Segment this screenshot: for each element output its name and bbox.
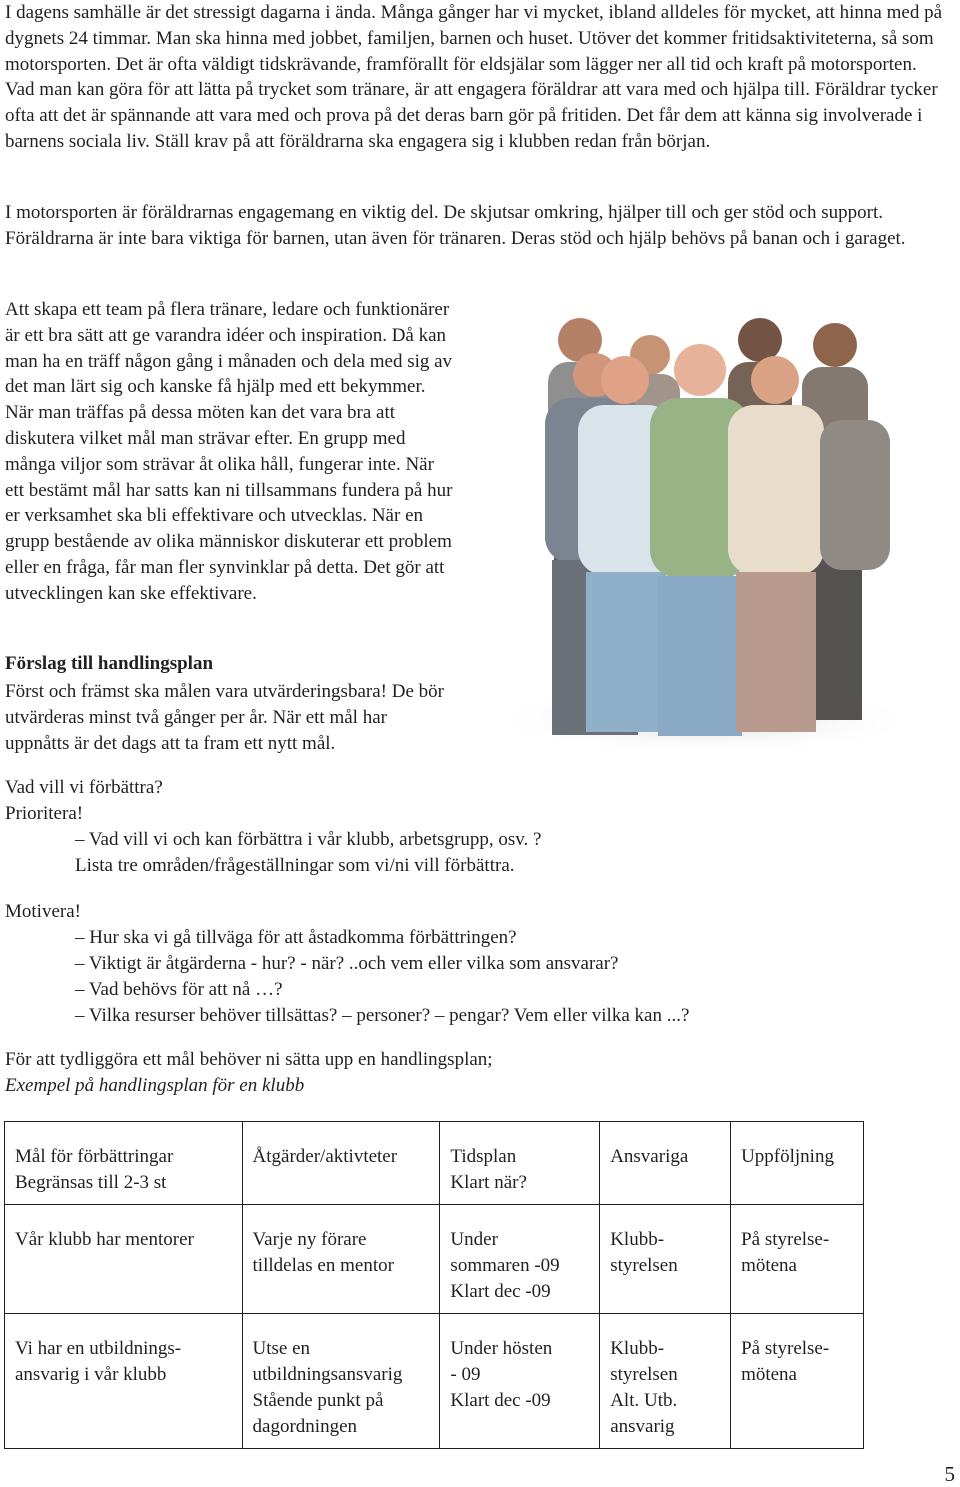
question-improve: Vad vill vi förbättra?	[5, 777, 163, 798]
table-row	[5, 1205, 864, 1314]
cell-text: Vi har en utbildnings-	[15, 1338, 182, 1359]
cell-text: Varje ny förare	[252, 1229, 367, 1250]
cell-text: styrelsen	[610, 1364, 678, 1385]
cell-text: Åtgärder/aktivteter	[252, 1146, 398, 1167]
cell-text: mötena	[741, 1255, 797, 1276]
cell-text: Stående punkt på	[252, 1390, 384, 1411]
cell-text: tilldelas en mentor	[252, 1255, 394, 1276]
cell-text: Utse en	[252, 1338, 311, 1359]
cell-text: Klubb-	[610, 1338, 665, 1359]
cell-text: mötena	[741, 1364, 797, 1385]
cell-text: Begränsas till 2-3 st	[15, 1172, 167, 1193]
table-cell	[600, 1314, 731, 1449]
cell-text: Tidsplan	[450, 1146, 517, 1167]
table-cell	[440, 1314, 600, 1449]
plan-intro: För att tydliggöra ett mål behöver ni sätta upp en handlingsplan;	[5, 1049, 493, 1070]
motivate-item: – Vad behövs för att nå …?	[75, 979, 283, 1000]
cell-text: Ansvariga	[610, 1146, 689, 1167]
cell-text: ansvarig	[610, 1416, 675, 1437]
cell-text: Klart när?	[450, 1172, 527, 1193]
motivate-label: Motivera!	[5, 901, 81, 922]
table-cell	[440, 1122, 600, 1205]
table-cell	[5, 1122, 243, 1205]
parents-paragraph: I motorsporten är föräldrarnas engagemang en viktig del. De skjutsar omkring, hjälper till och ger stöd och support. Föräldrarna är inte bara viktiga för barnen, utan även för tränaren. Deras stöd och hjälp behövs på banan och i garaget.	[5, 202, 906, 249]
cell-text: dagordningen	[252, 1416, 358, 1437]
table-cell	[5, 1314, 243, 1449]
table-cell	[731, 1314, 864, 1449]
cell-text: Klubb-	[610, 1229, 665, 1250]
cell-text: På styrelse-	[741, 1338, 830, 1359]
cell-text: ansvarig i vår klubb	[15, 1364, 167, 1385]
cell-text: - 09	[450, 1364, 481, 1385]
table-cell	[5, 1205, 243, 1314]
cell-text: Klart dec -09	[450, 1281, 551, 1302]
page-number: 5	[944, 1462, 955, 1486]
motivate-item: – Vilka resurser behöver tillsättas? – personer? – pengar? Vem eller vilka kan ...?	[75, 1005, 690, 1026]
prioritize-label: Prioritera!	[5, 803, 84, 824]
cell-text: Under	[450, 1229, 498, 1250]
intro-paragraph: I dagens samhälle är det stressigt dagarna i ända. Många gånger har vi mycket, ibland alldeles för mycket, att hinna med på dygnets 24 timmar. Man ska hinna med jobbet, familjen, barnen och huset. Utöver det kommer fritidsaktiviteterna, så som motorsporten. Det är ofta väldigt tidskrävande, framförallt för eldsjälar som lägger ner all tid och kraft på motorsporten. Vad man kan göra för att lätta på trycket som tränare, är att engagera föräldrar att vara med och hjälpa till. Föräldrar tycker ofta att det är spännande att vara med och prova på det deras barn gör på fritiden. Det får dem att känna sig involverade i barnens sociala liv. Ställ krav på att föräldrarna ska engagera sig i klubben redan från början.	[5, 2, 943, 152]
cell-text: På styrelse-	[741, 1229, 830, 1250]
motivate-item: – Hur ska vi gå tillväga för att åstadkomma förbättringen?	[75, 927, 517, 948]
table-cell	[600, 1122, 731, 1205]
table-cell	[242, 1314, 440, 1449]
action-plan-paragraph: Först och främst ska målen vara utvärderingsbara! De bör utvärderas minst två gånger per år. När ett mål har uppnåtts är det dags att ta fram ett nytt mål.	[5, 681, 444, 754]
table-cell	[242, 1122, 440, 1205]
cell-text: Vår klubb har mentorer	[15, 1229, 194, 1250]
motivate-item: – Viktigt är åtgärderna - hur? - när? ..och vem eller vilka som ansvarar?	[75, 953, 619, 974]
prioritize-item: – Vad vill vi och kan förbättra i vår klubb, arbetsgrupp, osv. ?	[75, 829, 542, 850]
table-cell	[731, 1122, 864, 1205]
table-row	[5, 1314, 864, 1449]
cell-text: Under hösten	[450, 1338, 553, 1359]
cell-text: Alt. Utb.	[610, 1390, 678, 1411]
table-cell	[731, 1205, 864, 1314]
plan-example-caption: Exempel på handlingsplan för en klubb	[5, 1075, 305, 1096]
cell-text: utbildningsansvarig	[252, 1364, 403, 1385]
table-cell	[440, 1205, 600, 1314]
table-header-row	[5, 1122, 864, 1205]
cell-text: Klart dec -09	[450, 1390, 551, 1411]
cell-text: styrelsen	[610, 1255, 678, 1276]
action-plan-table	[4, 1121, 864, 1449]
cell-text: Uppföljning	[741, 1146, 834, 1167]
action-plan-heading: Förslag till handlingsplan	[5, 653, 214, 674]
group-of-people-illustration	[490, 300, 920, 755]
table-cell	[242, 1205, 440, 1314]
team-paragraph: Att skapa ett team på flera tränare, ledare och funktionärer är ett bra sätt att ge varandra idéer och inspiration. Då kan man ha en träff någon gång i månaden och dela med sig av det man lärt sig och kanske få hjälp med ett bekymmer. När man träffas på dessa möten kan det vara bra att diskutera vilket mål man strävar efter. En grupp med många viljor som strävar åt olika håll, fungerar inte. När ett bestämt mål har satts kan ni tillsammans fundera på hur er verksamhet ska bli effektivare och utvecklas. När en grupp bestående av olika människor diskuterar ett problem eller en fråga, får man fler synvinklar på detta. Det gör att utvecklingen kan ske effektivare.	[5, 299, 453, 604]
cell-text: sommaren -09	[450, 1255, 560, 1276]
table-cell	[600, 1205, 731, 1314]
cell-text: Mål för förbättringar	[15, 1146, 174, 1167]
prioritize-item: Lista tre områden/frågeställningar som vi/ni vill förbättra.	[75, 855, 515, 876]
